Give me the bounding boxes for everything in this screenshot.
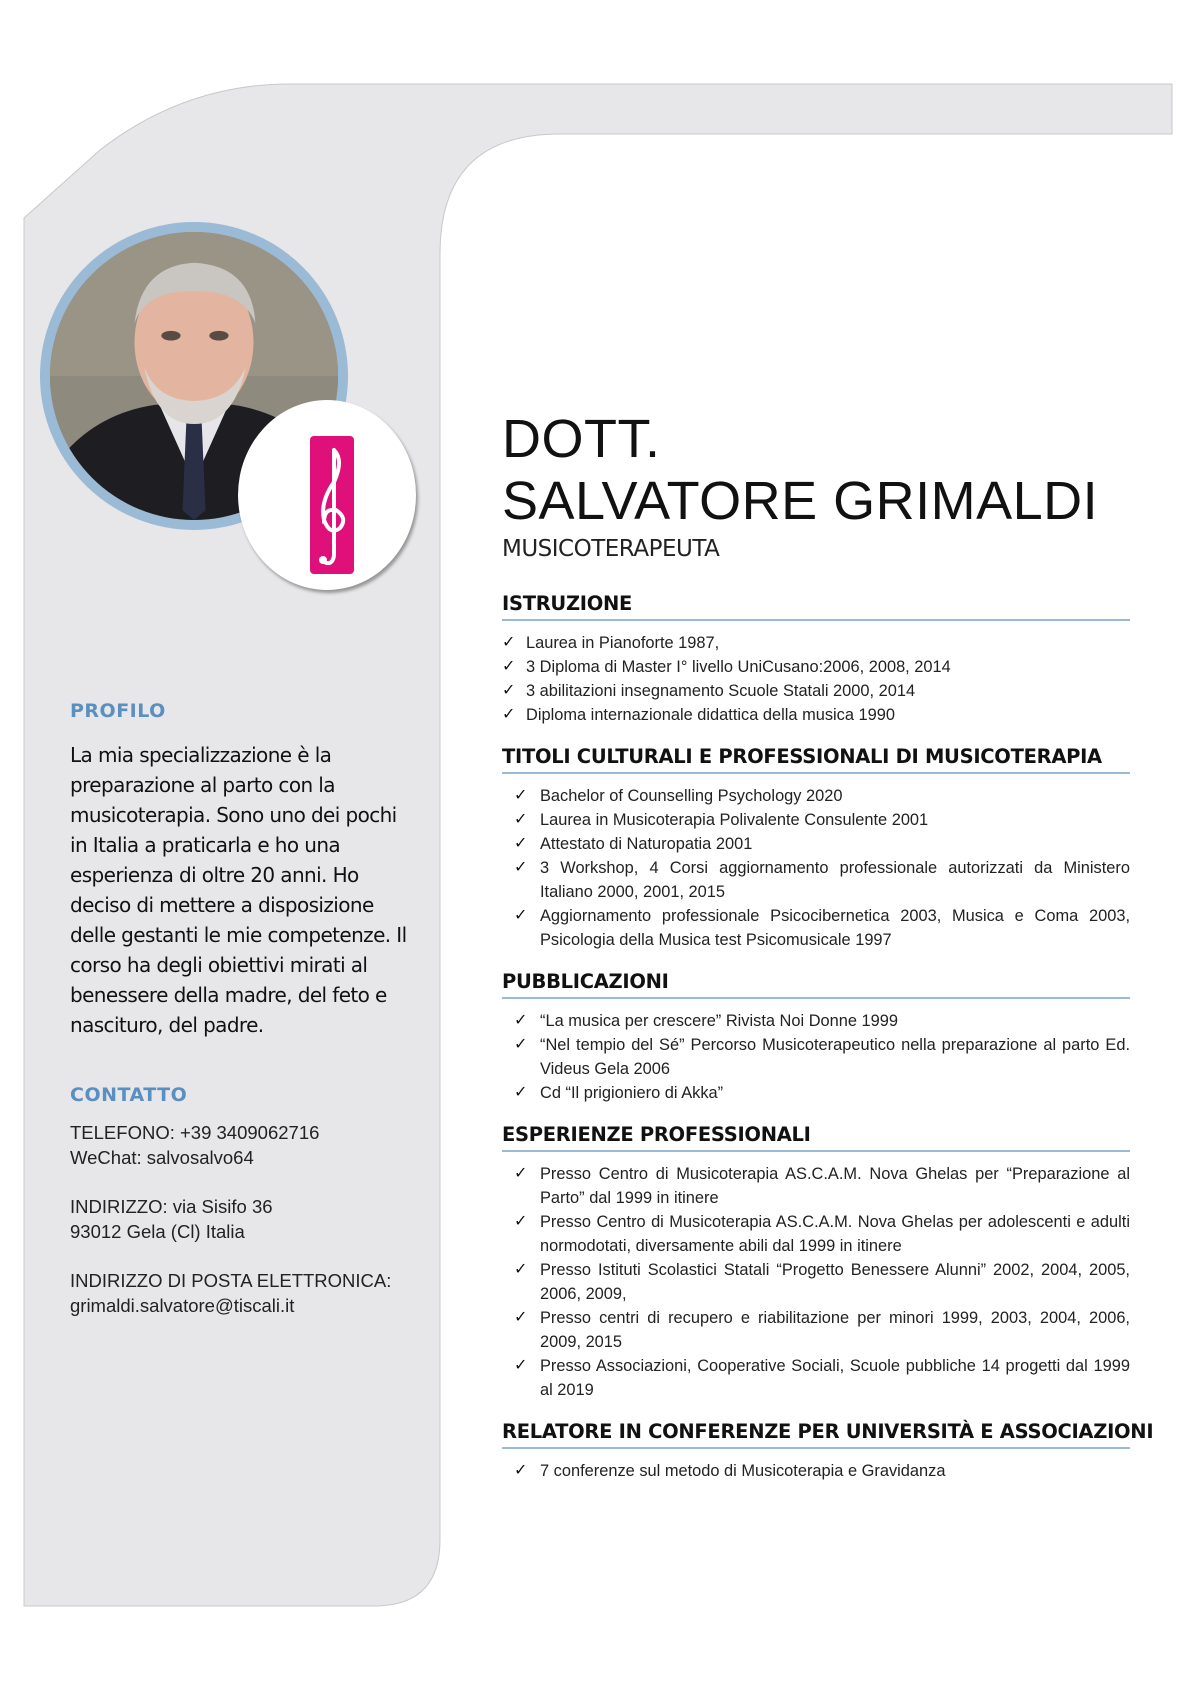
check-icon: ✓ xyxy=(514,1084,528,1101)
section-istruzione xyxy=(502,592,1130,727)
list-item: ✓ 3 abilitazioni insegnamento Scuole Statali 2000, 2014 xyxy=(502,679,1130,703)
check-icon: ✓ xyxy=(514,835,528,852)
section-relatore xyxy=(502,1420,1154,1483)
wechat-id: WeChat: salvosalvo64 xyxy=(70,1147,254,1168)
list-item: ✓ Presso Associazioni, Cooperative Sociali, Scuole pubbliche 14 progetti dal 1999 al 2019 xyxy=(502,1354,1130,1402)
list-item: ✓ Laurea in Pianoforte 1987, xyxy=(502,631,1130,655)
section-titoli xyxy=(502,745,1130,952)
list-item: ✓ 7 conferenze sul metodo di Musicoterapia e Gravidanza xyxy=(502,1459,1130,1483)
list-item: ✓ Cd “Il prigioniero di Akka” xyxy=(502,1081,1130,1105)
check-icon: ✓ xyxy=(514,859,528,876)
section-title: TITOLI CULTURALI E PROFESSIONALI DI MUSICOTERAPIA xyxy=(502,745,1130,774)
check-icon: ✓ xyxy=(514,1357,528,1374)
phone-number[interactable]: TELEFONO: +39 3409062716 xyxy=(70,1122,320,1143)
contact-section xyxy=(70,1084,410,1318)
check-icon: ✓ xyxy=(502,706,516,723)
check-icon: ✓ xyxy=(502,658,516,675)
check-icon: ✓ xyxy=(514,1213,528,1230)
list-item: ✓ Diploma internazionale didattica della musica 1990 xyxy=(502,703,1130,727)
title-line-2: SALVATORE GRIMALDI xyxy=(502,471,1099,531)
list-item: ✓ Presso centri di recupero e riabilitazione per minori 1999, 2003, 2004, 2006, 2009, 2015 xyxy=(502,1306,1130,1354)
section-title: RELATORE IN CONFERENZE PER UNIVERSITÀ E ASSOCIAZIONI xyxy=(502,1420,1130,1449)
check-icon: ✓ xyxy=(502,634,516,651)
list-item: ✓ “La musica per crescere” Rivista Noi Donne 1999 xyxy=(502,1009,1130,1033)
section-pubblicazioni xyxy=(502,970,1130,1105)
list-item: ✓ Presso Centro di Musicoterapia AS.C.A.M. Nova Ghelas per “Preparazione al Parto” dal 1999 in itinere xyxy=(502,1162,1130,1210)
profile-text: La mia specializzazione è la preparazione al parto con la musicoterapia. Sono uno dei pochi in Italia a praticarla e ho una esperienza di oltre 20 anni. Ho deciso di mettere a disposizione delle gestanti le mie competenze. Il corso ha degli obiettivi mirati al benessere della madre, del feto e nascituro, del padre. xyxy=(70,743,407,1037)
cv-sections xyxy=(502,592,1154,1501)
contact-heading: CONTATTO xyxy=(70,1084,188,1106)
list-item: ✓ 3 Diploma di Master I° livello UniCusano:2006, 2008, 2014 xyxy=(502,655,1130,679)
check-icon: ✓ xyxy=(514,1462,528,1479)
address-city: 93012 Gela (Cl) Italia xyxy=(70,1221,245,1242)
email-label: INDIRIZZO DI POSTA ELETTRONICA: xyxy=(70,1270,392,1291)
profile-heading: PROFILO xyxy=(70,700,166,722)
check-icon: ✓ xyxy=(514,1309,528,1326)
section-title: ISTRUZIONE xyxy=(502,592,1130,621)
section-esperienze xyxy=(502,1123,1130,1402)
section-title: PUBBLICAZIONI xyxy=(502,970,1130,999)
logo-badge xyxy=(238,400,416,590)
email-address[interactable]: grimaldi.salvatore@tiscali.it xyxy=(70,1295,295,1316)
list-item: ✓ Presso Istituti Scolastici Statali “Progetto Benessere Alunni” 2002, 2004, 2005, 2006, 2009, xyxy=(502,1258,1130,1306)
check-icon: ✓ xyxy=(514,1261,528,1278)
check-icon: ✓ xyxy=(514,787,528,804)
treble-clef-logo xyxy=(310,436,354,574)
list-item: ✓ Bachelor of Counselling Psychology 2020 xyxy=(502,784,1130,808)
section-title: ESPERIENZE PROFESSIONALI xyxy=(502,1123,1130,1152)
profile-section xyxy=(70,700,410,1040)
check-icon: ✓ xyxy=(514,1165,528,1182)
list-item: ✓ “Nel tempio del Sé” Percorso Musicoterapeutico nella preparazione al parto Ed. Videus Gela 2006 xyxy=(502,1033,1130,1081)
check-icon: ✓ xyxy=(502,682,516,699)
check-icon: ✓ xyxy=(514,1012,528,1029)
check-icon: ✓ xyxy=(514,1036,528,1053)
title-line-1: DOTT. xyxy=(502,409,661,469)
list-item: ✓ Laurea in Musicoterapia Polivalente Consulente 2001 xyxy=(502,808,1130,832)
job-title: MUSICOTERAPEUTA xyxy=(502,536,720,562)
list-item: ✓ Aggiornamento professionale Psicocibernetica 2003, Musica e Coma 2003, Psicologia della Musica test Psicomusicale 1997 xyxy=(502,904,1130,952)
check-icon: ✓ xyxy=(514,907,528,924)
name-header xyxy=(502,408,1098,562)
list-item: ✓ Presso Centro di Musicoterapia AS.C.A.M. Nova Ghelas per adolescenti e adulti normodotati, diversamente abili dal 1999 in itinere xyxy=(502,1210,1130,1258)
list-item: ✓ Attestato di Naturopatia 2001 xyxy=(502,832,1130,856)
list-item: ✓ 3 Workshop, 4 Corsi aggiornamento professionale autorizzati da Ministero Italiano 2000, 2001, 2015 xyxy=(502,856,1130,904)
check-icon: ✓ xyxy=(514,811,528,828)
address-street: INDIRIZZO: via Sisifo 36 xyxy=(70,1196,273,1217)
